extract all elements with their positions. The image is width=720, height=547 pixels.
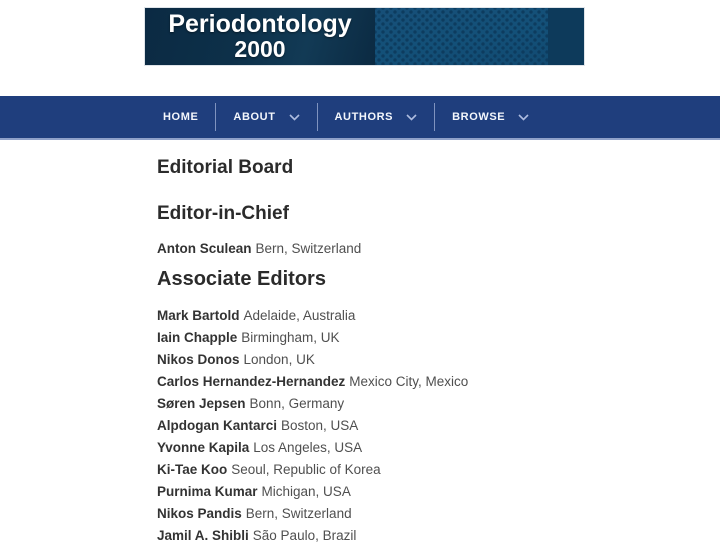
editor-location: São Paulo, Brazil: [252, 528, 357, 543]
associate-editors-list: [157, 305, 657, 547]
editor-location: Bonn, Germany: [249, 396, 345, 411]
editor-entry: [157, 327, 657, 349]
editor-location: Bern, Switzerland: [245, 506, 352, 521]
editor-entry: [157, 238, 657, 260]
editor-name: Yvonne Kapila: [157, 440, 250, 455]
chevron-down-icon: [406, 114, 417, 121]
nav-item-label: BROWSE: [452, 111, 506, 123]
editor-name: Iain Chapple: [157, 330, 238, 345]
section-heading-editor-in-chief: Editor-in-Chief: [157, 203, 289, 224]
section-heading-associate-editors: Associate Editors: [157, 268, 326, 290]
editor-entry: [157, 349, 657, 371]
editor-location: Seoul, Republic of Korea: [231, 462, 381, 477]
journal-title-line1: Periodontology: [168, 10, 352, 38]
editor-entry: [157, 481, 657, 503]
nav-item-about[interactable]: [216, 96, 316, 138]
journal-title-line2: 2000: [234, 36, 286, 62]
editor-entry: [157, 393, 657, 415]
editor-location: Adelaide, Australia: [243, 308, 356, 323]
editor-location: Birmingham, UK: [241, 330, 340, 345]
banner-endcap: [548, 8, 584, 65]
editor-entry: [157, 437, 657, 459]
editor-name: Carlos Hernandez-Hernandez: [157, 374, 346, 389]
editor-name: Mark Bartold: [157, 308, 240, 323]
page-title: Editorial Board: [157, 157, 294, 178]
editor-name: Nikos Donos: [157, 352, 240, 367]
editor-entry: [157, 459, 657, 481]
editor-entry: [157, 525, 657, 547]
nav-item-home[interactable]: HOME: [163, 111, 199, 123]
editor-name: Purnima Kumar: [157, 484, 258, 499]
editor-location: Mexico City, Mexico: [349, 374, 469, 389]
chevron-down-icon: [289, 114, 300, 121]
main-navigation: [0, 96, 720, 140]
editor-name: Anton Sculean: [157, 241, 252, 256]
editor-location: Boston, USA: [281, 418, 359, 433]
editor-entry: [157, 305, 657, 327]
editorial-board-content: [157, 156, 657, 547]
editor-location: Los Angeles, USA: [253, 440, 363, 455]
journal-logo[interactable]: [145, 8, 375, 65]
editor-entry: [157, 371, 657, 393]
chevron-down-icon: [518, 114, 529, 121]
nav-item-authors[interactable]: [318, 96, 435, 138]
editor-entry: [157, 415, 657, 437]
editor-location: London, UK: [243, 352, 315, 367]
editor-name: Ki-Tae Koo: [157, 462, 228, 477]
journal-banner: [145, 8, 584, 65]
editor-name: Nikos Pandis: [157, 506, 242, 521]
nav-item-label: ABOUT: [233, 111, 276, 123]
editor-location: Michigan, USA: [261, 484, 351, 499]
editor-name: Alpdogan Kantarci: [157, 418, 278, 433]
nav-item-label: AUTHORS: [334, 111, 394, 123]
editor-name: Søren Jepsen: [157, 396, 246, 411]
banner-halftone-pattern: [375, 8, 548, 65]
editor-name: Jamil A. Shibli: [157, 528, 249, 543]
editor-entry: [157, 503, 657, 525]
nav-item-browse[interactable]: [435, 96, 546, 138]
editor-location: Bern, Switzerland: [255, 241, 362, 256]
